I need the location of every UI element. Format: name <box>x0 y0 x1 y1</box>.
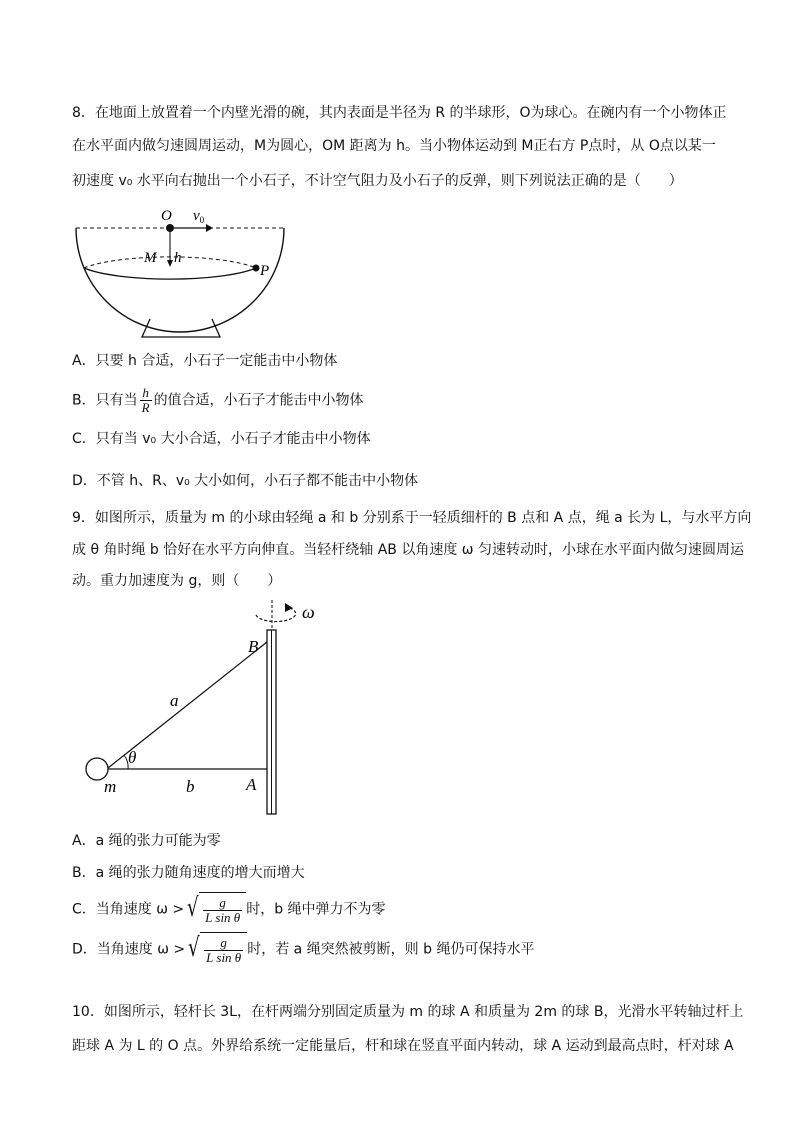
h-over-R-fraction: $\frac{h}{R}$ <box>141 385 150 415</box>
label-m: m <box>104 777 117 796</box>
label-v0: $v_0$ <box>193 208 205 225</box>
label-M: M <box>144 250 157 266</box>
bowl-hemisphere <box>76 228 284 332</box>
q8-option-d: D．不管 h、R、v₀ 大小如何，小石子都不能击中小物体 <box>72 473 419 489</box>
q8-line-2: 在水平面内做匀速圆周运动，M为圆心，OM 距离为 h。当小物体运动到 M正右方 P点时，从 O点以某一 <box>72 138 716 154</box>
q8-bowl-figure <box>70 200 290 345</box>
label-A: A <box>246 775 257 794</box>
point-P <box>253 265 260 272</box>
q9-option-c-post: 时，b 绳中弹力不为零 <box>246 901 386 918</box>
sqrt-expression-d: √ $\frac{g}{\text{L sin θ}}$ <box>188 932 247 967</box>
label-theta: θ <box>128 748 137 767</box>
q8-option-c: C．只有当 v₀ 大小合适，小石子才能击中小物体 <box>72 431 371 447</box>
q9-line-1: 9．如图所示，质量为 m 的小球由轻绳 a 和 b 分别系于一轻质细杆的 B 点和 A 点，绳 a 长为 L，与水平方向 <box>72 510 752 526</box>
sqrt-expression-c: √ $\frac{g}{\text{L sin θ}}$ <box>187 892 246 927</box>
q9-option-c-pre: C．当角速度 ω > <box>72 901 185 918</box>
q8-option-b-post: 的值合适，小石子才能击中小物体 <box>153 392 364 409</box>
q8-option-b <box>72 386 364 415</box>
q9-option-b: B．a 绳的张力随角速度的增大而增大 <box>72 865 305 881</box>
label-h: h <box>174 250 182 266</box>
q9-option-d <box>72 932 534 967</box>
orbit-ellipse-front <box>84 268 256 279</box>
q10-line-2: 距球 A 为 L 的 O 点。外界给系统一定能量后，杆和球在竖直平面内转动，球 A 运动到最高点时，杆对球 A <box>72 1038 734 1054</box>
label-P: P <box>260 263 270 279</box>
q8-line-1: 8．在地面上放置着一个内壁光滑的碗，其内表面是半径为 R 的半球形，O为球心。在碗内有一个小物体正 <box>72 105 727 121</box>
q8-option-b-pre: B．只有当 <box>72 392 138 409</box>
q10-line-1: 10．如图所示，轻杆长 3L，在杆两端分别固定质量为 m 的球 A 和质量为 2m 的球 B，光滑水平转轴过杆上 <box>72 1004 744 1020</box>
q9-option-c <box>72 892 386 927</box>
q9-rod-figure <box>80 598 340 820</box>
label-b: b <box>186 777 195 796</box>
q9-option-d-pre: D．当角速度 ω > <box>72 941 186 958</box>
label-a: a <box>170 691 179 710</box>
label-B: B <box>248 637 259 656</box>
q9-line-3: 动。重力加速度为 g，则（ ） <box>72 573 282 589</box>
q9-option-d-post: 时，若 a 绳突然被剪断，则 b 绳仍可保持水平 <box>247 941 535 958</box>
q8-line-3: 初速度 v₀ 水平向右抛出一个小石子，不计空气阻力及小石子的反弹，则下列说法正确的是（ ） <box>72 173 683 189</box>
q8-option-a: A．只要 h 合适，小石子一定能击中小物体 <box>72 353 338 369</box>
q9-option-a: A．a 绳的张力可能为零 <box>72 833 221 849</box>
rotation-arrow <box>256 608 296 622</box>
label-omega: ω <box>302 602 315 622</box>
q9-line-2: 成 θ 角时绳 b 恰好在水平方向伸直。当轻杆绕轴 AB 以角速度 ω 匀速转动时，小球在水平面内做匀速圆周运 <box>72 542 744 558</box>
label-O: O <box>161 208 172 224</box>
